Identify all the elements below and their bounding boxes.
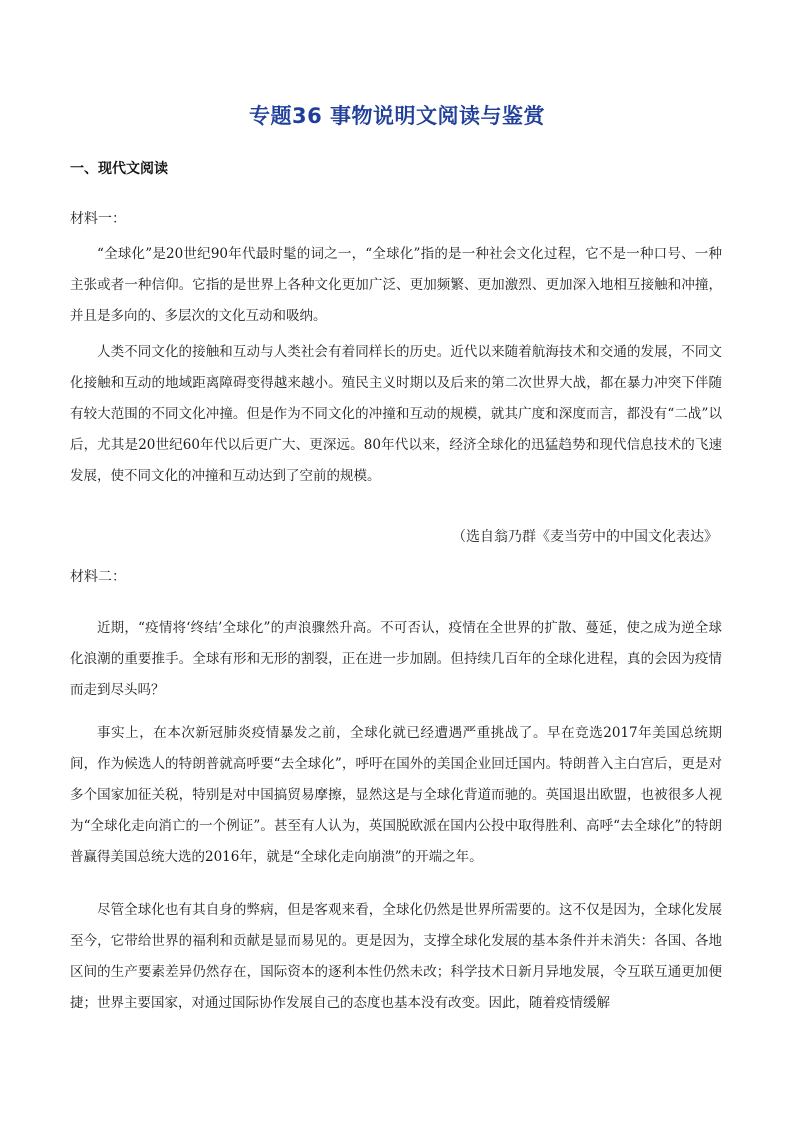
material-two-label: 材料二： [70,569,126,585]
material-one-paragraph-2: 人类不同文化的接触和互动与人类社会有着同样长的历史。近代以来随着航海技术和交通的发展，不同文化接触和互动的地域距离障碍变得越来越小。殖民主义时期以及后来的第二次世界大战，都在暴力冲突下伴随有较大范围的不同文化冲撞。但是作为不同文化的冲撞和互动的规模，就其广度和深度而言，都没有“二战”以后，尤其是20世纪60年代以后更广大、更深远。80年代以来，经济全球化的迅猛趋势和现代信息技术的飞速发展，使不同文化的冲撞和互动达到了空前的规模。 [70,344,722,484]
page-title: 专题36 事物说明文阅读与鉴赏 [248,104,546,128]
material-two-paragraph-2: 事实上，在本次新冠肺炎疫情暴发之前，全球化就已经遭遇严重挑战了。早在竞选2017年美国总统期间，作为候选人的特朗普就高呼要“去全球化”，呼吁在国外的美国企业回迁国内。特朗普入主白宫后，更是对多个国家加征关税，特别是对中国搞贸易摩擦，显然这是与全球化背道而驰的。英国退出欧盟，也被很多人视为“全球化走向消亡的一个例证”。甚至有人认为，英国脱欧派在国内公投中取得胜利、高呼“去全球化”的特朗普赢得美国总统大选的2016年，就是“全球化走向崩溃”的开端之年。 [70,725,722,865]
material-one-source: （选自翁乃群《麦当劳中的中国文化表达》 [452,529,718,545]
material-two-paragraph-1: 近期，“疫情将‘终结’全球化”的声浪骤然升高。不可否认，疫情在全世界的扩散、蔓延，使之成为逆全球化浪潮的重要推手。全球有形和无形的割裂，正在进一步加剧。但持续几百年的全球化进程，真的会因为疫情而走到尽头吗？ [70,620,722,698]
material-one-label: 材料一： [70,211,126,227]
material-two-paragraph-3: 尽管全球化也有其自身的弊病，但是客观来看，全球化仍然是世界所需要的。这不仅是因为，全球化发展至今，它带给世界的福利和贡献是显而易见的。更是因为，支撑全球化发展的基本条件并未消失：各国、各地区间的生产要素差异仍然存在，国际资本的逐利本性仍然未改；科学技术日新月异地发展，令互联互通更加便捷；世界主要国家，对通过国际协作发展自己的态度也基本没有改变。因此，随着疫情缓解 [70,902,722,1011]
section-heading: 一、现代文阅读 [70,161,168,177]
material-one-paragraph-1: “全球化”是20世纪90年代最时髦的词之一，“全球化”指的是一种社会文化过程，它不是一种口号、一种主张或者一种信仰。它指的是世界上各种文化更加广泛、更加频繁、更加激烈、更加深入地相互接触和冲撞，并且是多向的、多层次的文化互动和吸纳。 [70,246,722,324]
